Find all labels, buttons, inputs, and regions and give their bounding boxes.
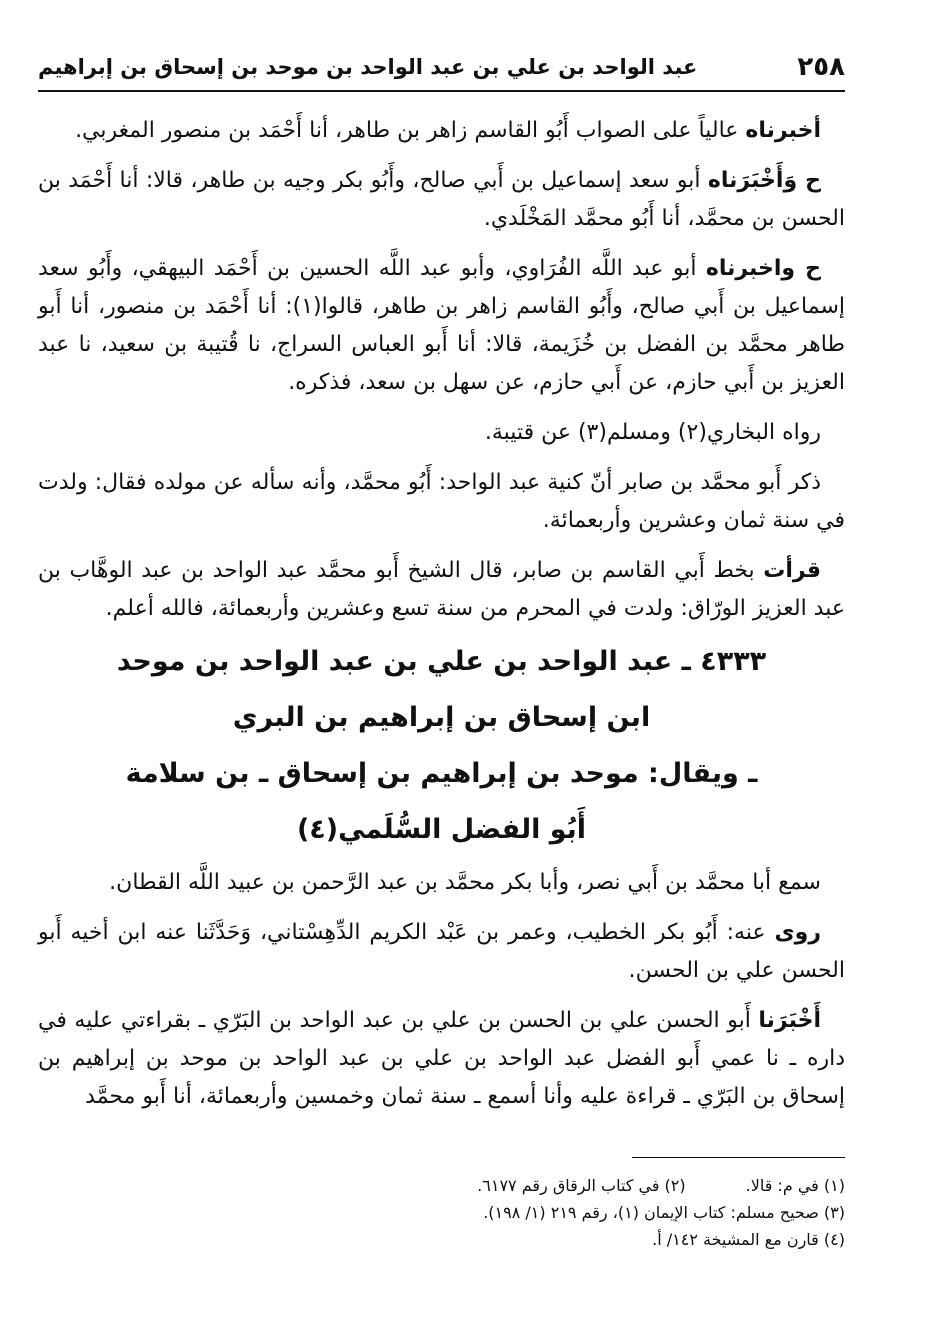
paragraph: رواه البخاري(٢) ومسلم(٣) عن قتيبة. <box>484 420 821 445</box>
paragraph: ذكر أَبو محمَّد بن صابر أنّ كنية عبد الواحد: أَبُو محمَّد، وأنه سأله عن مولده فقال: ولدت في سنة ثمان وعشرين وأربعمائة. <box>38 470 845 533</box>
paragraph: ح واخبرناه أبو عبد اللَّه الفُرَاوي، وأبو عبد اللَّه الحسين بن أَحْمَد البيهقي، وأَبُو سعد إسماعيل بن أَبي صالح، وأَبُو القاسم زاهر بن طاهر، قالوا(١): أنا أَحْمَد بن منصور، أنا أَبو طاهر محمَّد بن الفضل بن خُزَيمة، قالا: أنا أَبو العباس السراج، نا قُتيبة بن سعيد، نا عبد العزيز بن أَبي حازم، عن أَبي حازم، عن سهل بن سعد، فذكره. <box>38 256 846 395</box>
header-rule <box>38 90 845 92</box>
paragraph: قرأت بخط أَبي القاسم بن صابر، قال الشيخ أَبو محمَّد عبد الواحد بن عبد الوهَّاب بن عبد العزيز الورّاق: ولدت في المحرم من سنة تسع وعشرين وأربعمائة، فالله أعلم. <box>38 558 845 621</box>
paragraph: روى عنه: أَبُو بكر الخطيب، وعمر بن عَبْد الكريم الدِّهِسْتاني، وَحَدَّثَنا عنه ابن أخيه أَبو الحسن علي بن الحسن. <box>38 920 845 983</box>
entry-heading-line: أَبُو الفضل السُّلَمي(٤) <box>296 814 587 845</box>
paragraph: سمع أبا محمَّد بن أَبي نصر، وأبا بكر محمَّد بن عبد الرَّحمن بن عبيد اللَّه القطان. <box>109 870 821 895</box>
footnote-line <box>200 1172 845 1199</box>
footnote: (٤) قارن مع المشيخة ١٤٢/ أ. <box>652 1230 845 1249</box>
page-number: ٢٥٨ <box>797 52 845 82</box>
main-text <box>38 112 845 1128</box>
entry-heading-line: ـ ويقال: موحد بن إبراهيم بن إسحاق ـ بن سلامة <box>125 758 758 789</box>
paragraph: أخبرناه عالياً على الصواب أَبُو القاسم زاهر بن طاهر، أنا أَحْمَد بن منصور المغربي. <box>75 118 821 143</box>
footnote-line <box>200 1226 845 1253</box>
page-header <box>38 48 845 86</box>
entry-heading-line: ابن إسحاق بن إبراهيم بن البري <box>232 702 651 733</box>
footnote: (٢) في كتاب الرقاق رقم ٦١٧٧. <box>477 1176 686 1195</box>
entry-heading-line: ٤٣٣٣ ـ عبد الواحد بن علي بن عبد الواحد بن موحد <box>116 646 767 677</box>
running-title: عبد الواحد بن علي بن عبد الواحد بن موحد بن إسحاق بن إبراهيم <box>38 55 698 79</box>
footnotes <box>200 1172 845 1253</box>
footnote-rule <box>632 1157 845 1158</box>
footnote: (١) في م: قالا. <box>745 1176 845 1195</box>
paragraph: أَخْبَرَنا أَبو الحسن علي بن الحسن بن علي بن عبد الواحد بن البَرّي ـ بقراءتي عليه في داره ـ نا عمي أَبو الفضل عبد الواحد بن علي بن عبد الواحد بن موحد بن إبراهيم بن إسحاق بن البَرّي ـ قراءة عليه وأنا أسمع ـ سنة ثمان وخمسين وأربعمائة، أنا أَبو محمَّد <box>38 1008 845 1109</box>
footnote-line <box>200 1199 845 1226</box>
footnote: (٣) صحيح مسلم: كتاب الإيمان (١)، رقم ٢١٩ (١/ ١٩٨). <box>483 1203 845 1222</box>
paragraph: ح وَأَخْبَرَناه أبو سعد إسماعيل بن أَبي صالح، وأَبُو بكر وجيه بن طاهر، قالا: أنا أَحْمَد بن الحسن بن محمَّد، أنا أَبُو محمَّد المَخْلَدي. <box>38 168 845 231</box>
